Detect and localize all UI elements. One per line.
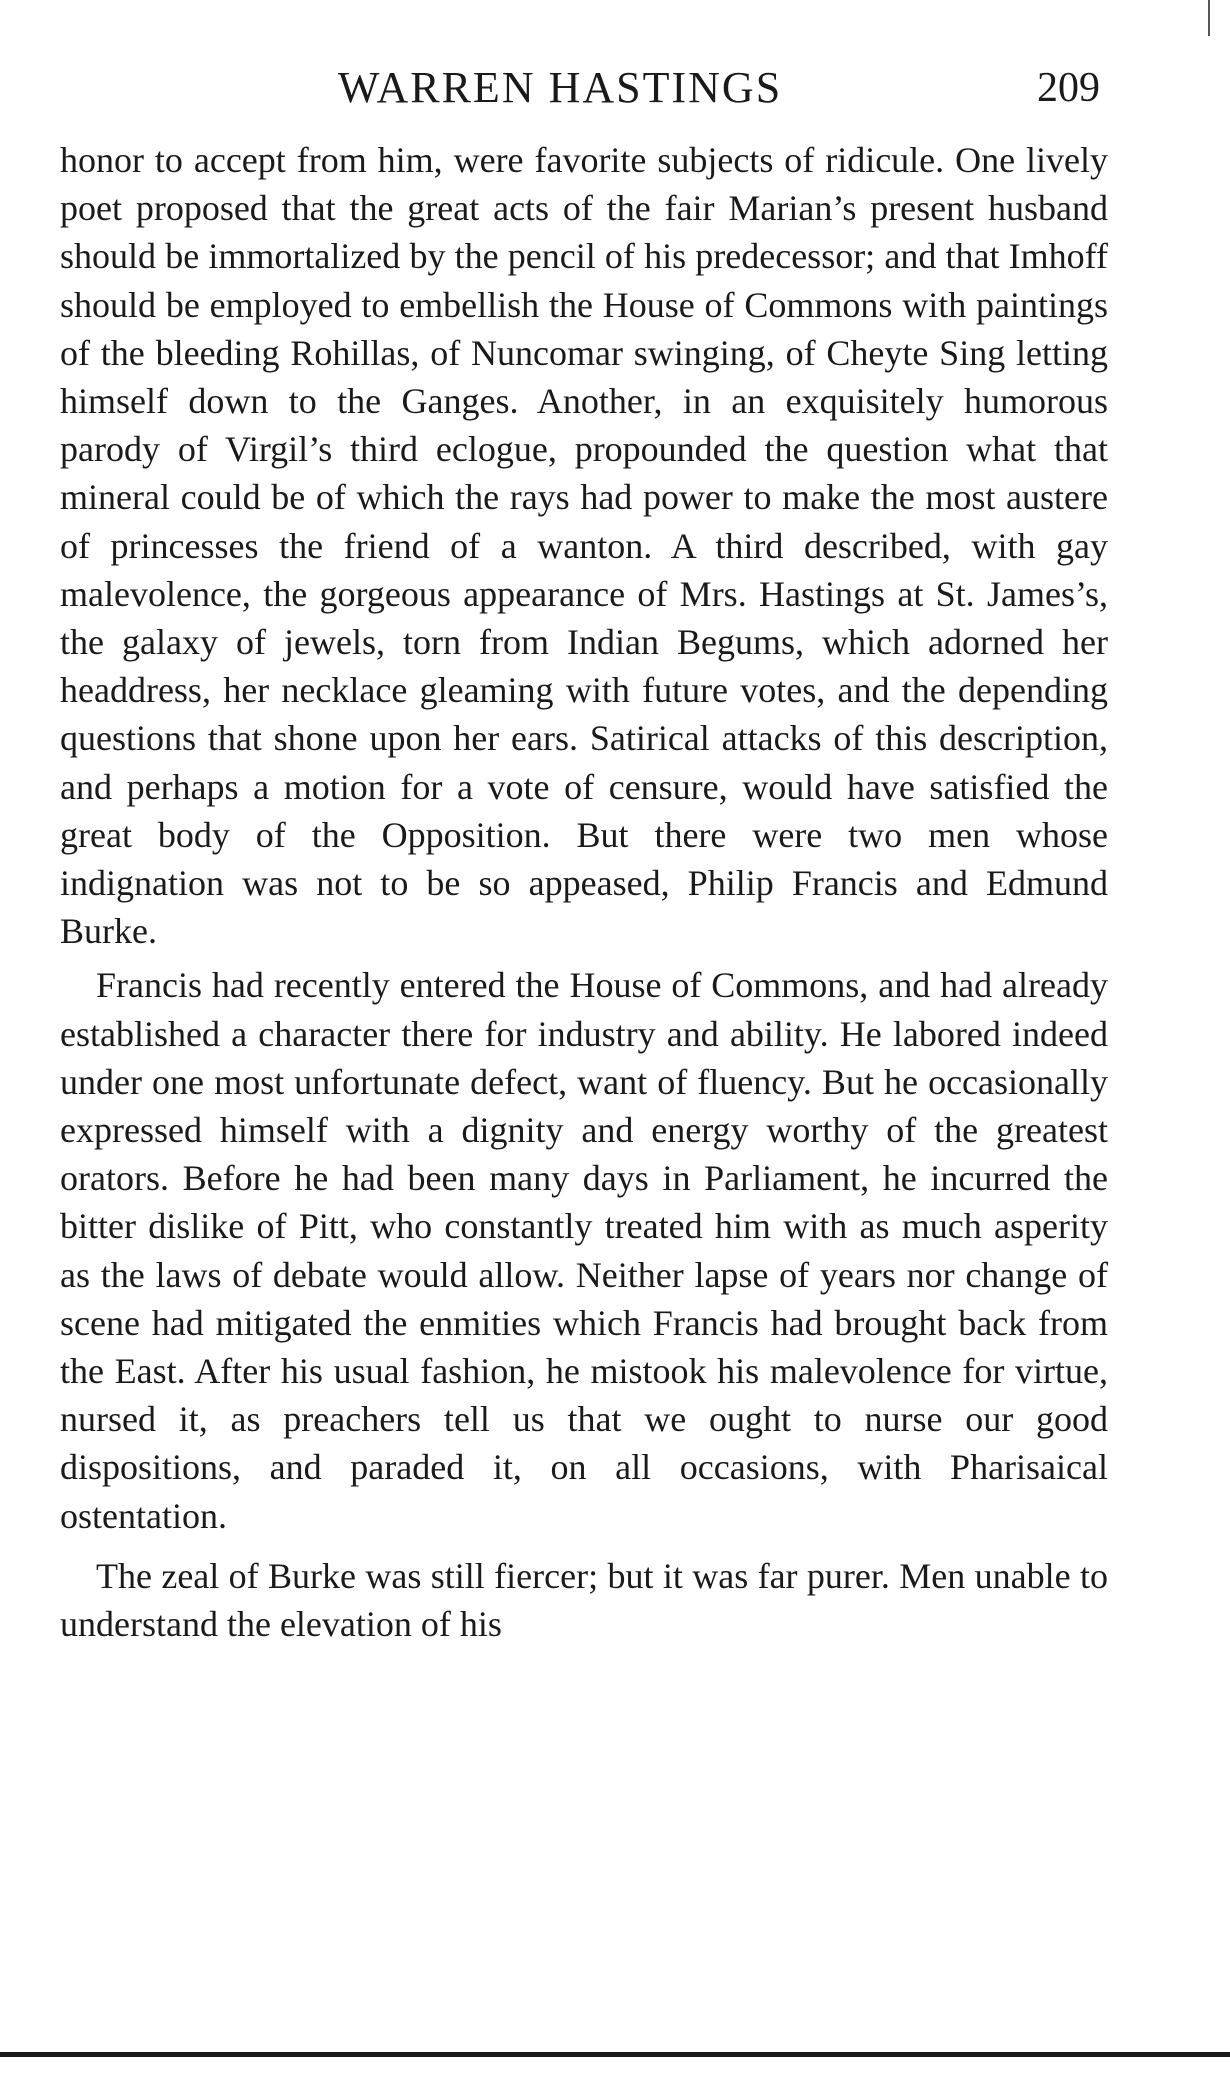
paragraph-francis: Francis had recently entered the House of Commons, and had already established a character there for industry and ability. He labored indeed under one most unfortunate defect, want of fluency. But he occasionally expressed himself with a dignity and energy worthy of the greatest orators. Before he had been many days in Parliament, he incurred the bitter dislike of Pitt, who constantly treated him with as much asperity as the laws of debate would allow. Neither lapse of years nor change of scene had mitigated the enmities which Francis had brought back from the East. After his usual fashion, he mistook his malevolence for virtue, nursed it, as preachers tell us that we ought to nurse our good dispositions, and paraded it, on all occasions, with Pharisaical ostentation. bbox=[60, 965, 1108, 1536]
page-edge-mark bbox=[1208, 0, 1210, 36]
page-header bbox=[60, 58, 1120, 118]
running-title: WARREN HASTINGS bbox=[337, 63, 783, 112]
body-text bbox=[60, 136, 1108, 1648]
page-number: 209 bbox=[1037, 65, 1100, 111]
bottom-rule bbox=[0, 2052, 1230, 2057]
paragraph-burke: The zeal of Burke was still fiercer; but it was far purer. Men unable to understand the elevation of his bbox=[60, 1555, 1108, 1645]
paragraph-continued: honor to accept from him, were favorite subjects of ridicule. One lively poet proposed that the great acts of the fair Marian’s present husband should be immortalized by the pencil of his predecessor; and that Imhoff should be employed to embellish the House of Commons with paintings of the bleeding Rohillas, of Nuncomar swinging, of Cheyte Sing letting himself down to the Ganges. Another, in an exquisitely humorous parody of Virgil’s third eclogue, propounded the question what that mineral could be of which the rays had power to make the most austere of princesses the friend of a wanton. A third described, with gay malevolence, the gorgeous appearance of Mrs. Hastings at St. James’s, the galaxy of jewels, torn from Indian Begums, which adorned her headdress, her necklace gleaming with future votes, and the depending questions that shone upon her ears. Satirical attacks of this description, and perhaps a motion for a vote of censure, would have satisfied the great body of the Opposition. But there were two men whose indignation was not to be so appeased, Philip Francis and Edmund Burke. bbox=[60, 140, 1108, 952]
